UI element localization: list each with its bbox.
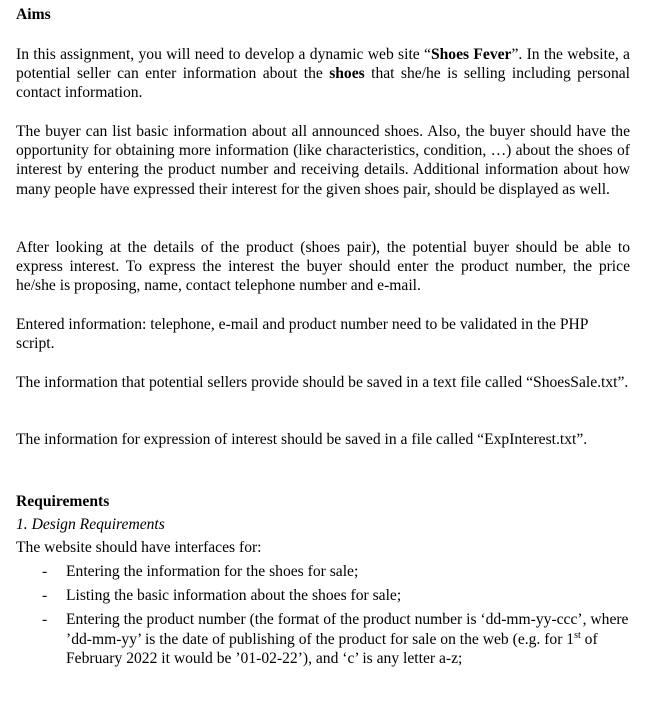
aims-paragraph-interest: After looking at the details of the product (shoes pair), the potential buyer should be able to express interest. To express the interest the buyer should enter the product number, the price he/she is proposing, name, contact telephone number and e-mail. — [16, 239, 630, 295]
list-item: - Listing the basic information about the shoes for sale; — [42, 587, 402, 605]
requirements-heading: Requirements — [16, 493, 110, 510]
requirements-list — [16, 562, 630, 673]
list-item: - Entering the information for the shoes for sale; — [42, 563, 359, 580]
aims-heading: Aims — [16, 6, 51, 23]
requirements-intro: The website should have interfaces for: — [16, 539, 262, 556]
aims-paragraph-sale-file: The information that potential sellers provide should be saved in a text file called “ShoesSale.txt”. — [16, 374, 629, 391]
site-name: Shoes Fever — [430, 46, 512, 63]
design-requirements-subheading: 1. Design Requirements — [16, 516, 165, 533]
list-item: - Entering the product number (the format of the product number is ‘dd-mm-yy-ccc’, where ’dd-mm-yy’ is the date of publishing of the product for sale on the web (e.g. for 1st of February 2022 it would be ’01-02-22’), and ‘c’ is any letter a-z; — [42, 611, 629, 667]
aims-paragraph-intro: In this assignment, you will need to develop a dynamic web site “Shoes Fever”. In the website, a potential seller can enter information about the shoes that she/he is selling including personal contact information. — [16, 46, 630, 102]
aims-paragraph-validation: Entered information: telephone, e-mail and product number need to be validated in the PHP script. — [16, 316, 588, 353]
shoes-term: shoes — [329, 65, 365, 83]
aims-paragraph-buyer: The buyer can list basic information about all announced shoes. Also, the buyer should have the opportunity for obtaining more information (like characteristics, condition, …) about the shoes of interest by entering the product number and receiving details. Additional information about how many people have expressed their interest for the given shoes pair, should be displayed as well. — [16, 123, 630, 198]
aims-paragraph-interest-file: The information for expression of interest should be saved in a file called “ExpInterest.txt”. — [16, 431, 588, 448]
